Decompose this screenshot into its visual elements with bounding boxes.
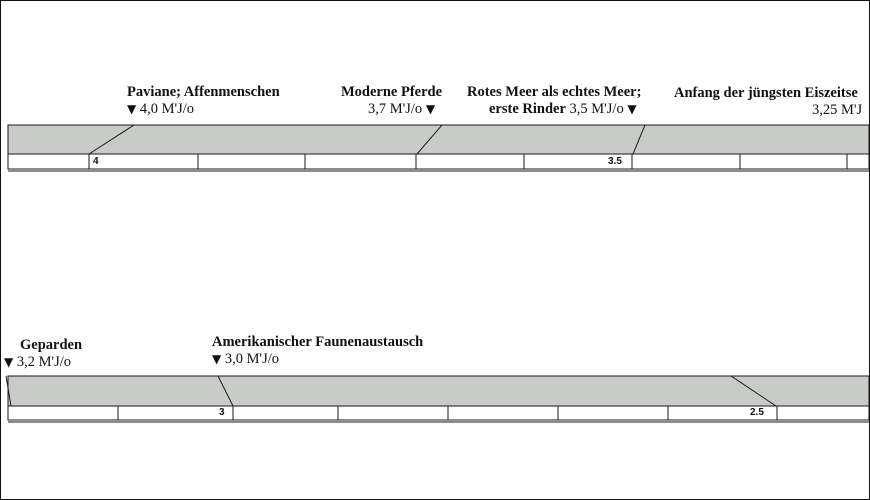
scale-tick-label: 4 — [93, 156, 99, 167]
event-title-rotes-meer: Rotes Meer als echtes Meer; — [467, 84, 642, 100]
timeline-strip-top — [1, 1, 869, 499]
scale-bar-bottom — [8, 406, 869, 420]
down-triangle-icon: ▼ — [212, 352, 222, 366]
event-age-paviane: 4,0 M'J/o — [139, 101, 195, 117]
down-triangle-icon: ▼ — [127, 102, 137, 116]
event-age-faunenaustausch: 3,0 M'J/o — [224, 351, 280, 367]
event-title-rinder: erste Rinder — [489, 101, 566, 117]
event-age-faunenaustausch-row — [212, 351, 279, 368]
scale-tick-label: 3.5 — [608, 156, 622, 167]
event-age-rinder: 3,5 M'J/o — [569, 101, 624, 117]
event-age-geparden-row — [4, 354, 71, 371]
event-age-rinder-row — [489, 101, 637, 118]
event-title-eiszeit: Anfang der jüngsten Eiszeitse — [674, 85, 858, 101]
down-triangle-icon: ▼ — [425, 102, 436, 116]
event-title-faunenaustausch: Amerikanischer Faunenaustausch — [212, 334, 424, 350]
event-age-geparden: 3,2 M'J/o — [16, 354, 72, 370]
event-age-paviane-row — [127, 101, 194, 118]
band-bottom — [8, 376, 869, 406]
down-triangle-icon: ▼ — [627, 102, 637, 116]
event-title-geparden: Geparden — [20, 337, 83, 353]
event-age-pferde-row — [368, 101, 435, 118]
event-title-paviane: Paviane; Affenmenschen — [127, 84, 280, 100]
event-title-pferde: Moderne Pferde — [341, 84, 443, 100]
event-age-pferde: 3,7 M'J/o — [368, 101, 423, 117]
down-triangle-icon: ▼ — [4, 355, 14, 369]
event-age-eiszeit: 3,25 M'J — [812, 102, 863, 118]
scale-tick-label: 2.5 — [750, 407, 764, 418]
scale-tick-label: 3 — [219, 407, 225, 418]
